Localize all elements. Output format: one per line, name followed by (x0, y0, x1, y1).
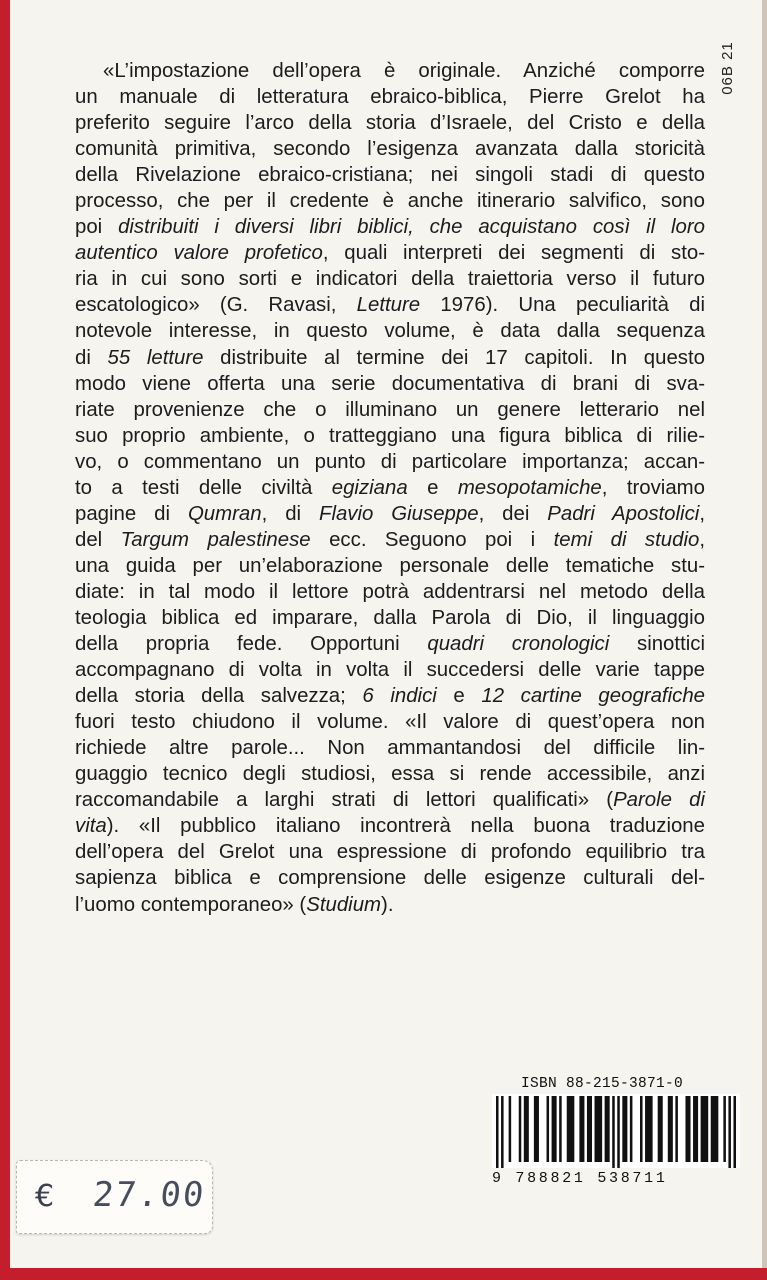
blurb-span: riate provenienze che o illuminano un genere letterario nel (75, 398, 705, 421)
blurb-italic-span: distribuiti i diversi libri biblici, che acquistano così il loro (118, 216, 705, 239)
blurb-italic-span: egiziana (331, 476, 408, 499)
blurb-span: del (75, 528, 121, 551)
blurb-line (75, 397, 705, 423)
blurb-span: guaggio tecnico degli studiosi, essa si rende accessibile, anzi (75, 763, 705, 786)
blurb-line (75, 761, 705, 787)
blurb-line (75, 631, 705, 657)
blurb-span: processo, che per il credente è anche itinerario salvifico, sono (75, 190, 705, 213)
cover-left-edge (0, 0, 10, 1280)
blurb-span: diate: in tal modo il lettore potrà addentrarsi nel metodo della (75, 580, 705, 603)
blurb-span: della propria fede. Opportuni (75, 633, 428, 656)
blurb-line (75, 735, 705, 761)
barcode-bar (733, 1096, 736, 1168)
barcode-bar (693, 1096, 698, 1162)
blurb-span: preferito seguire l’arco della storia d’Israele, del Cristo e della (75, 112, 705, 135)
blurb-line (75, 214, 705, 240)
barcode-bar (524, 1096, 529, 1162)
blurb-line (75, 345, 705, 371)
blurb-line (75, 318, 705, 344)
blurb-span: ria in cui sono sorti e indicatori della traiettoria verso il futuro (75, 268, 705, 291)
blurb-line (75, 813, 705, 839)
blurb-line (75, 188, 705, 214)
barcode-bar (723, 1096, 726, 1162)
blurb-span: , dei (478, 502, 548, 525)
blurb-span: to a testi delle civiltà (75, 476, 332, 499)
blurb-span: sapienza biblica e comprensione delle esigenze culturali del- (75, 867, 705, 890)
blurb-line (75, 110, 705, 136)
blurb-line (75, 553, 705, 579)
barcode-bar (595, 1096, 603, 1162)
blurb-italic-span: Targum palestinese (120, 528, 311, 551)
barcode-bar (567, 1096, 575, 1162)
blurb-italic-span: autentico valore profetico (75, 242, 323, 265)
blurb-line (75, 501, 705, 527)
blurb-span: , quali interpreti dei segmenti di sto- (322, 242, 705, 265)
barcode-bar (559, 1096, 562, 1162)
blurb-span: , di (261, 502, 319, 525)
blurb-italic-span: vita (75, 815, 107, 838)
spine-code: 06B 21 (719, 41, 736, 95)
price-sticker (16, 1160, 213, 1234)
blurb-italic-span: temi di studio (553, 528, 700, 551)
blurb-line (75, 136, 705, 162)
blurb-span: fuori testo chiudono il volume. «Il valore di quest’opera non (75, 711, 705, 734)
barcode-bar (519, 1096, 522, 1162)
blurb-line (75, 839, 705, 865)
barcode-bar (685, 1096, 690, 1162)
blurb-line (75, 162, 705, 188)
barcode-bar (658, 1096, 663, 1162)
blurb-italic-span: Flavio Giuseppe (318, 502, 479, 525)
blurb-italic-span: 55 letture (107, 346, 204, 369)
barcode-bar (668, 1096, 673, 1162)
blurb-span: teologia biblica ed imparare, dalla Parola di Dio, il linguaggio (75, 606, 705, 629)
blurb-span: una guida per un’elaborazione personale delle tematiche stu- (75, 554, 705, 577)
blurb-span: «L’impostazione dell’opera è originale. Anziché comporre (103, 60, 705, 82)
blurb-line (75, 865, 705, 891)
blurb-line (75, 579, 705, 605)
blurb-span: richiede altre parole... Non ammantandosi del difficile lin- (75, 737, 705, 760)
blurb-text (75, 58, 705, 918)
blurb-span: , troviamo (601, 476, 706, 499)
blurb-span: e (436, 685, 482, 708)
blurb-span: ). (381, 893, 394, 916)
barcode-bar (509, 1096, 512, 1162)
blurb-line (75, 787, 705, 813)
price-currency: € (35, 1179, 55, 1214)
blurb-italic-span: quadri cronologici (427, 633, 610, 656)
barcode-bar (496, 1096, 499, 1168)
blurb-span: , (699, 502, 705, 525)
blurb-span: e (407, 476, 458, 499)
blurb-line (75, 605, 705, 631)
blurb-span: comunità primitiva, secondo l’esigenza avanzata dalla storicità (75, 138, 705, 161)
price-value: 27.00 (90, 1175, 208, 1215)
blurb-span: 1976). Una peculiarità di (420, 294, 706, 317)
blurb-italic-span: Letture (356, 294, 421, 317)
blurb-line (75, 84, 705, 110)
blurb-span: un manuale di letteratura ebraico-biblica, Pierre Grelot ha (75, 86, 705, 109)
blurb-italic-span: Padri Apostolici (547, 502, 700, 525)
barcode-bar (630, 1096, 633, 1162)
blurb-line (75, 475, 705, 501)
barcode-bar (640, 1096, 643, 1162)
blurb-span: sinottici (609, 633, 705, 656)
blurb-span: accompagnano di volta in volta il succedersi delle varie tappe (75, 659, 705, 682)
blurb-span: escatologico» (G. Ravasi, (75, 294, 357, 317)
blurb-line (75, 423, 705, 449)
blurb-line (75, 449, 705, 475)
barcode-bar (622, 1096, 627, 1162)
blurb-line (75, 892, 705, 918)
barcode-bar (501, 1096, 504, 1168)
barcode-bars (492, 1094, 740, 1168)
blurb-span: della Rivelazione ebraico-cristiana; nei singoli stadi di questo (75, 164, 705, 187)
blurb-line (75, 292, 705, 318)
cover-bottom-edge (0, 1268, 767, 1280)
blurb-span: l’uomo contemporaneo» ( (75, 893, 307, 916)
blurb-span: suo proprio ambiente, o tratteggiano una figura biblica di rilie- (75, 424, 705, 447)
blurb-line (75, 709, 705, 735)
barcode-bar (612, 1096, 615, 1168)
barcode-bar (579, 1096, 584, 1162)
blurb-italic-span: 6 indici (362, 685, 437, 708)
barcode-bar (728, 1096, 731, 1168)
blurb-line (75, 527, 705, 553)
barcode-bar (547, 1096, 550, 1162)
ean-digits: 9 788821 538711 (492, 1170, 668, 1187)
isbn-label: ISBN 88-215-3871-0 (521, 1076, 684, 1092)
blurb-span: della storia della salvezza; (75, 685, 363, 708)
blurb-line (75, 683, 705, 709)
blurb-italic-span: mesopotamiche (457, 476, 602, 499)
blurb-line (75, 371, 705, 397)
barcode (492, 1094, 740, 1168)
barcode-bar (534, 1096, 539, 1162)
barcode-bar (701, 1096, 709, 1162)
barcode-bar (645, 1096, 653, 1162)
blurb-line (75, 657, 705, 683)
blurb-line (75, 266, 705, 292)
barcode-bar (587, 1096, 592, 1162)
blurb-italic-span: Studium (306, 893, 382, 916)
blurb-span: dell’opera del Grelot una espressione di profondo equilibrio tra (75, 841, 705, 864)
blurb-span: raccomandabile a larghi strati di lettori qualificati» ( (75, 789, 614, 812)
blurb-span: , (699, 528, 705, 551)
blurb-italic-span: Qumran (187, 502, 262, 525)
cover-right-edge (762, 0, 767, 1280)
barcode-bar (552, 1096, 557, 1162)
barcode-bar (617, 1096, 620, 1168)
blurb-span: di (75, 346, 108, 369)
blurb-span: poi (75, 216, 119, 239)
barcode-bar (711, 1096, 719, 1162)
blurb-line (75, 58, 705, 84)
blurb-span: ecc. Seguono poi i (310, 528, 554, 551)
blurb-italic-span: Parole di (613, 789, 705, 812)
blurb-span: modo viene offerta una serie documentativa di brani di sva- (75, 372, 705, 395)
barcode-bar (675, 1096, 678, 1162)
barcode-bar (605, 1096, 610, 1162)
blurb-span: notevole interesse, in questo volume, è data dalla sequenza (75, 320, 705, 343)
blurb-span: pagine di (75, 502, 188, 525)
blurb-span: distribuite al termine dei 17 capitoli. In questo (203, 346, 705, 369)
blurb-span: vo, o commentano un punto di particolare importanza; accan- (75, 450, 705, 473)
blurb-line (75, 240, 705, 266)
blurb-span: ). «Il pubblico italiano incontrerà nella buona traduzione (106, 815, 705, 838)
blurb-italic-span: 12 cartine geografiche (481, 685, 705, 708)
